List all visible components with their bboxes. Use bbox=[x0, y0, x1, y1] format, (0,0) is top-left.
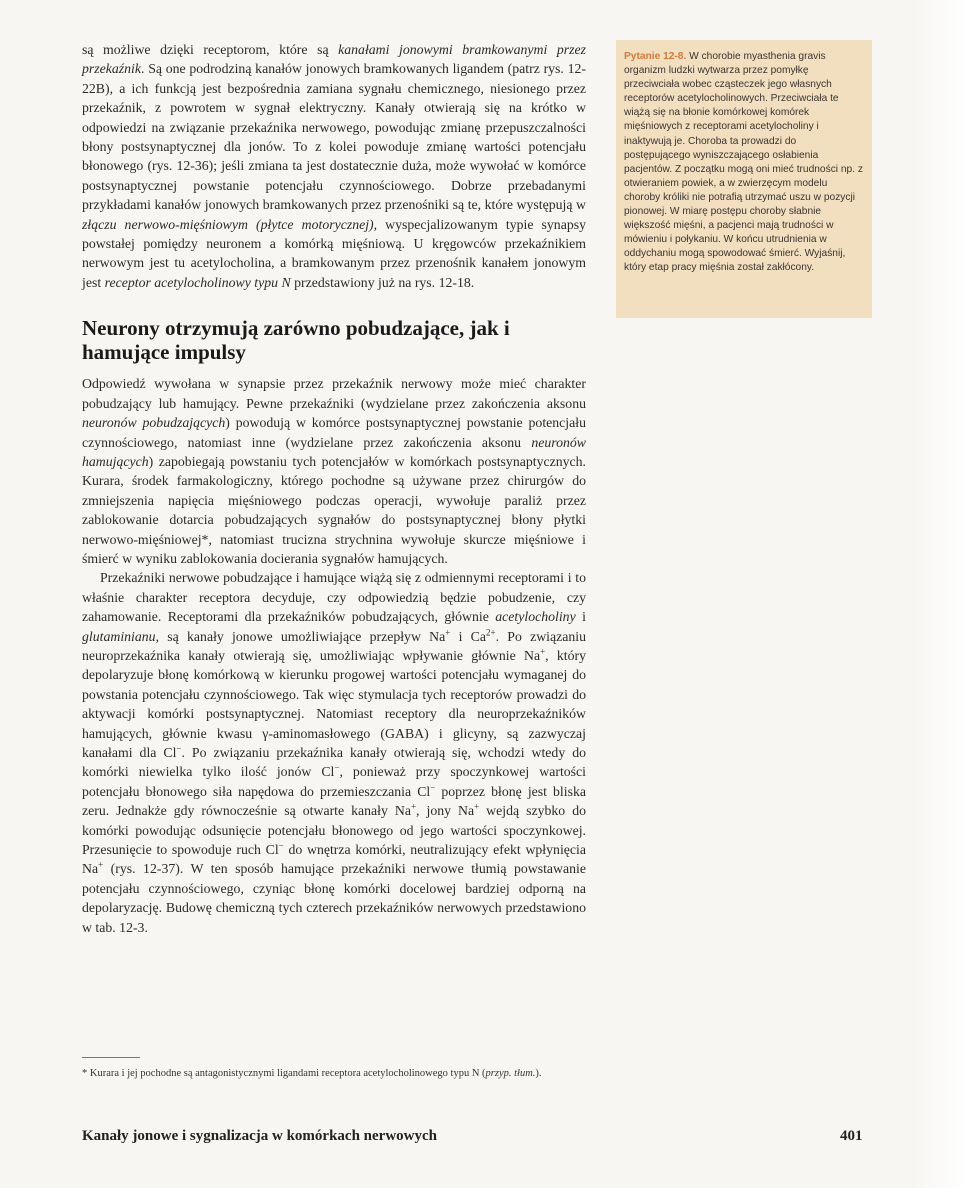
paragraph-excitatory-inhibitory bbox=[82, 374, 586, 568]
superscript: − bbox=[278, 840, 284, 851]
text-run: , wyspecjalizowanym typie synapsy powstałej pomiędzy neuronem a komórką mięśniową. U kręgowców przekaźnikiem nerwowym jest tu acetylocholina, a bramkowanym przez przenośnik kanałem jonowym jest bbox=[82, 216, 586, 290]
text-run: . Są one podrodziną kanałów jonowych bramkowanych ligandem (patrz rys. 12-22B), a ich funkcją jest bezpośrednia zamiana sygnału chemicznego, niesionego przez przekaźnik, z powrotem w sygnał elektryczny. Kanały otwierają się na krótko w odpowiedzi na związanie przekaźnika nerwowego, powodując zmianę przepuszczalności błony postsynaptycznej dla jonów. To z kolei powoduje zmianę wartości potencjału błonowego (rys. 12-36); jeśli zmiana ta jest dostatecznie duża, może wywołać w komórce postsynaptycznej powstanie potencjału czynnościowego. Dobrze przebadanymi przykładami kanałów jonowych bramkowanych przez przenośniki są te, które występują w bbox=[82, 61, 586, 213]
text-run: poprzez błonę jest bliska zeru. Jednakże gdy równocześnie są otwarte kanały Na bbox=[82, 783, 586, 819]
text-run: , są kanały jonowe umożliwiające przepływ Na bbox=[155, 628, 446, 644]
question-label: Pytanie 12-8. bbox=[624, 51, 687, 62]
question-box bbox=[616, 40, 872, 318]
text-run: , jony Na bbox=[416, 803, 475, 819]
italic-run: acetylocholiny bbox=[495, 609, 576, 625]
superscript: + bbox=[410, 801, 417, 812]
text-run: i bbox=[575, 609, 586, 625]
paragraph-neurotransmitters bbox=[82, 568, 586, 937]
running-footer-title: Kanały jonowe i sygnalizacja w komórkach nerwowych bbox=[82, 1128, 437, 1144]
text-run: ) zapobiegają powstaniu tych potencjałów w komórkach postsynaptycznych. Kurara, środek farmakologiczny, którego pochodne są używane przez chirurgów do zmniejszenia napięcia mięśniowego podczas operacji, wywołuje paraliż przez zablokowanie dotarcia pobudzających sygnałów do postsynaptycznej błony płytki nerwowo-mięśniowej*, natomiast trucizna strychnina wywołuje skurcze mięśniowe i śmierć w wyniku zablokowania docierania sygnałów hamujących. bbox=[82, 453, 586, 566]
text-run: ). bbox=[535, 1068, 542, 1079]
footnote-divider bbox=[82, 1057, 140, 1058]
superscript: + bbox=[474, 801, 480, 812]
text-run: , który depolaryzuje błonę komórkową w kierunku progowej wartości potencjału wymaganej do powstania potencjału czynnościowego. Tak więc stymulacja tych receptorów prowadzi do aktywacji komórki postsynaptycznej. Natomiast receptory dla neuroprzekaźników hamujących, głównie kwasu γ-aminomasłowego (GABA) i glicyny, są zazwyczaj kanałami dla Cl bbox=[82, 647, 586, 760]
text-run: i Ca bbox=[450, 628, 486, 644]
superscript: + bbox=[445, 626, 451, 637]
text-run: Przekaźniki nerwowe pobudzające i hamujące wiążą się z odmiennymi receptorami i to właśnie charakter receptora decyduje, czy odpowiedzią będzie pobudzenie, czy zahamowanie. Receptorami dla przekaźników pobudzających, głównie bbox=[82, 570, 586, 625]
text-run: * Kurara i jej pochodne są antagonistycznymi ligandami receptora acetylocholinowego typu N ( bbox=[82, 1068, 486, 1079]
superscript: − bbox=[176, 743, 182, 754]
page-number: 401 bbox=[840, 1128, 863, 1144]
italic-run: kanałami jonowymi bramkowanymi przez przekaźnik bbox=[82, 42, 586, 77]
footnote bbox=[82, 1066, 586, 1081]
section-heading: Neurony otrzymują zarówno pobudzające, jak i hamujące impulsy bbox=[82, 316, 510, 365]
text-run: (rys. 12-37). W ten sposób hamujące przekaźniki nerwowe tłumią powstawanie potencjału czynnościowego, czyniąc błonę komórki docelowej bardziej odporną na depolaryzację. Budowę chemiczną tych czterech przekaźników nerwowych przedstawiono w tab. 12-3. bbox=[82, 861, 586, 935]
text-run: , ponieważ przy spoczynkowej wartości potencjału błonowego siła napędowa do przemieszczania Cl bbox=[82, 764, 587, 799]
superscript: 2+ bbox=[486, 626, 496, 637]
text-run: Odpowiedź wywołana w synapsie przez przekaźnik nerwowy może mieć charakter pobudzający lub hamujący. Pewne przekaźniki (wydzielane przez zakończenia aksonu bbox=[82, 376, 586, 411]
italic-run: receptor acetylocholinowy typu N bbox=[104, 274, 291, 290]
text-run: wejdą szybko do komórki powodując odsunięcie potencjału błonowego od jego wartości spoczynkowej. Przesunięcie to spowoduje ruch Cl bbox=[82, 803, 586, 858]
text-run: do wnętrza komórki, neutralizujący efekt wpłynięcia Na bbox=[82, 842, 586, 877]
superscript: + bbox=[98, 859, 104, 870]
text-run: . Po związaniu przekaźnika kanały otwierają się, wchodzi wtedy do komórki niewielka tylko ilość jonów Cl bbox=[82, 745, 587, 780]
superscript: + bbox=[540, 646, 546, 657]
text-run: . Po związaniu neuroprzekaźnika kanały otwierają się, umożliwiając wpływanie głównie Na bbox=[82, 628, 587, 663]
main-text-column bbox=[82, 40, 586, 937]
superscript: − bbox=[430, 782, 436, 793]
text-run: ) powodują w komórce postsynaptycznej powstanie potencjału czynnościowego, natomiast inne (wydzielane przez zakończenia aksonu bbox=[82, 415, 586, 450]
page-edge bbox=[914, 0, 972, 1188]
italic-run: glutaminianu bbox=[82, 628, 156, 644]
text-run: przedstawiony już na rys. 12-18. bbox=[290, 274, 475, 290]
italic-run: neuronów hamujących bbox=[82, 434, 586, 469]
question-text: W chorobie myasthenia gravis organizm ludzki wytwarza przez pomyłkę przeciwciała wobec cząsteczek jego własnych receptorów acetylocholinowych. Przeciwciała te wiążą się na błonie komórkowej komórek mięśniowych z receptorami acetylocholiny i inaktywują je. Choroba ta prowadzi do postępującego wyniszczającego osłabienia pacjentów. Z początku mogą oni mieć trudności np. z otwieraniem powiek, a w zwierzęcym modelu choroby króliki nie potrafią utrzymać uszu w pozycji pionowej. W miarę postępu choroby słabnie większość mięśni, a pacjenci mają trudności w mówieniu i połykaniu. W końcu utrudnienia w oddychaniu mogą spowodować śmierć. Wyjaśnij, który etap pracy mięśnia został zakłócony. bbox=[624, 51, 863, 274]
text-run: są możliwe dzięki receptorom, które są bbox=[82, 42, 339, 57]
superscript: − bbox=[334, 762, 340, 773]
italic-run: przyp. tłum. bbox=[485, 1068, 536, 1079]
paragraph-receptors bbox=[82, 40, 586, 292]
italic-run: złączu nerwowo-mięśniowym (płytce motorycznej) bbox=[82, 216, 374, 232]
italic-run: neuronów pobudzających bbox=[82, 415, 226, 431]
